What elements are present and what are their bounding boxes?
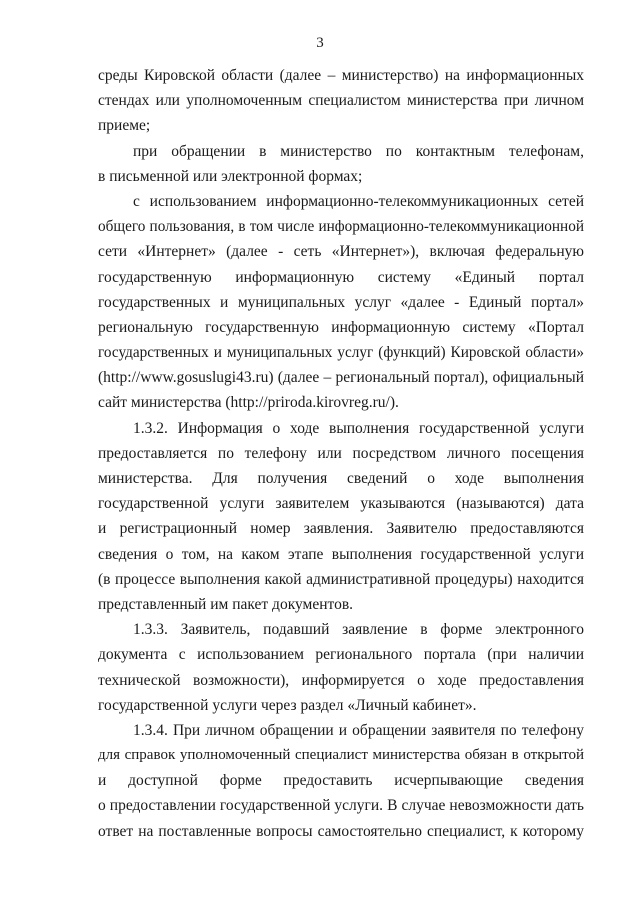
text-line: о предоставлении государственной услуги. В случае невозможности дать	[98, 797, 584, 815]
text-line: ответ на поставленные вопросы самостоятельно специалист, к которому	[98, 822, 584, 840]
text-line: (http://www.gosuslugi43.ru) (далее – региональный портал), официальный	[98, 369, 584, 387]
text-line: государственную информационную систему «Единый портал	[98, 268, 584, 286]
text-line: 1.3.2. Информация о ходе выполнения государственной услуги	[133, 419, 584, 437]
text-line: в письменной или электронной формах;	[98, 167, 363, 185]
text-line: и доступной форме предоставить исчерпывающие сведения	[98, 772, 584, 790]
text-line: общего пользования, в том числе информационно-телекоммуникационной	[98, 218, 584, 236]
text-line: региональную государственную информационную систему «Портал	[98, 318, 584, 336]
text-line: представленный им пакет документов.	[98, 595, 354, 613]
text-line: 1.3.4. При личном обращении и обращении заявителя по телефону	[133, 721, 584, 739]
text-line: предоставляется по телефону или посредством личного посещения	[98, 444, 584, 462]
text-line: 1.3.3. Заявитель, подавший заявление в форме электронного	[133, 621, 584, 639]
text-line: сведения о том, на каком этапе выполнения государственной услуги	[98, 545, 584, 563]
text-line: (в процессе выполнения какой административной процедуры) находится	[98, 570, 584, 588]
text-line: документа с использованием регионального портала (при наличии	[98, 646, 584, 664]
text-line: среды Кировской области (далее – министерство) на информационных	[98, 67, 584, 84]
text-line: государственных и муниципальных услуг «далее - Единый портал»	[98, 293, 584, 311]
text-line: стендах или уполномоченным специалистом министерства при личном	[98, 92, 584, 110]
text-line: приеме;	[98, 117, 151, 135]
text-line: государственной услуги через раздел «Личный кабинет».	[98, 696, 477, 714]
body-text	[98, 63, 584, 844]
text-line: министерства. Для получения сведений о ходе выполнения	[98, 470, 584, 487]
page-number: 3	[316, 35, 324, 51]
text-line: государственной услуги заявителем указываются (называются) дата	[98, 495, 584, 513]
text-line: сайт министерства (http://priroda.kirovreg.ru/).	[98, 394, 399, 412]
text-line: сети «Интернет» (далее - сеть «Интернет»), включая федеральную	[98, 243, 584, 261]
text-line: для справок уполномоченный специалист министерства обязан в открытой	[98, 747, 584, 764]
text-line: государственных и муниципальных услуг (функций) Кировской области»	[98, 344, 584, 362]
text-line: технической возможности), информируется о ходе предоставления	[98, 671, 584, 689]
text-line: при обращении в министерство по контактным телефонам,	[133, 142, 584, 160]
text-line: и регистрационный номер заявления. Заявителю предоставляются	[98, 520, 584, 538]
text-line: с использованием информационно-телекоммуникационных сетей	[133, 192, 584, 210]
